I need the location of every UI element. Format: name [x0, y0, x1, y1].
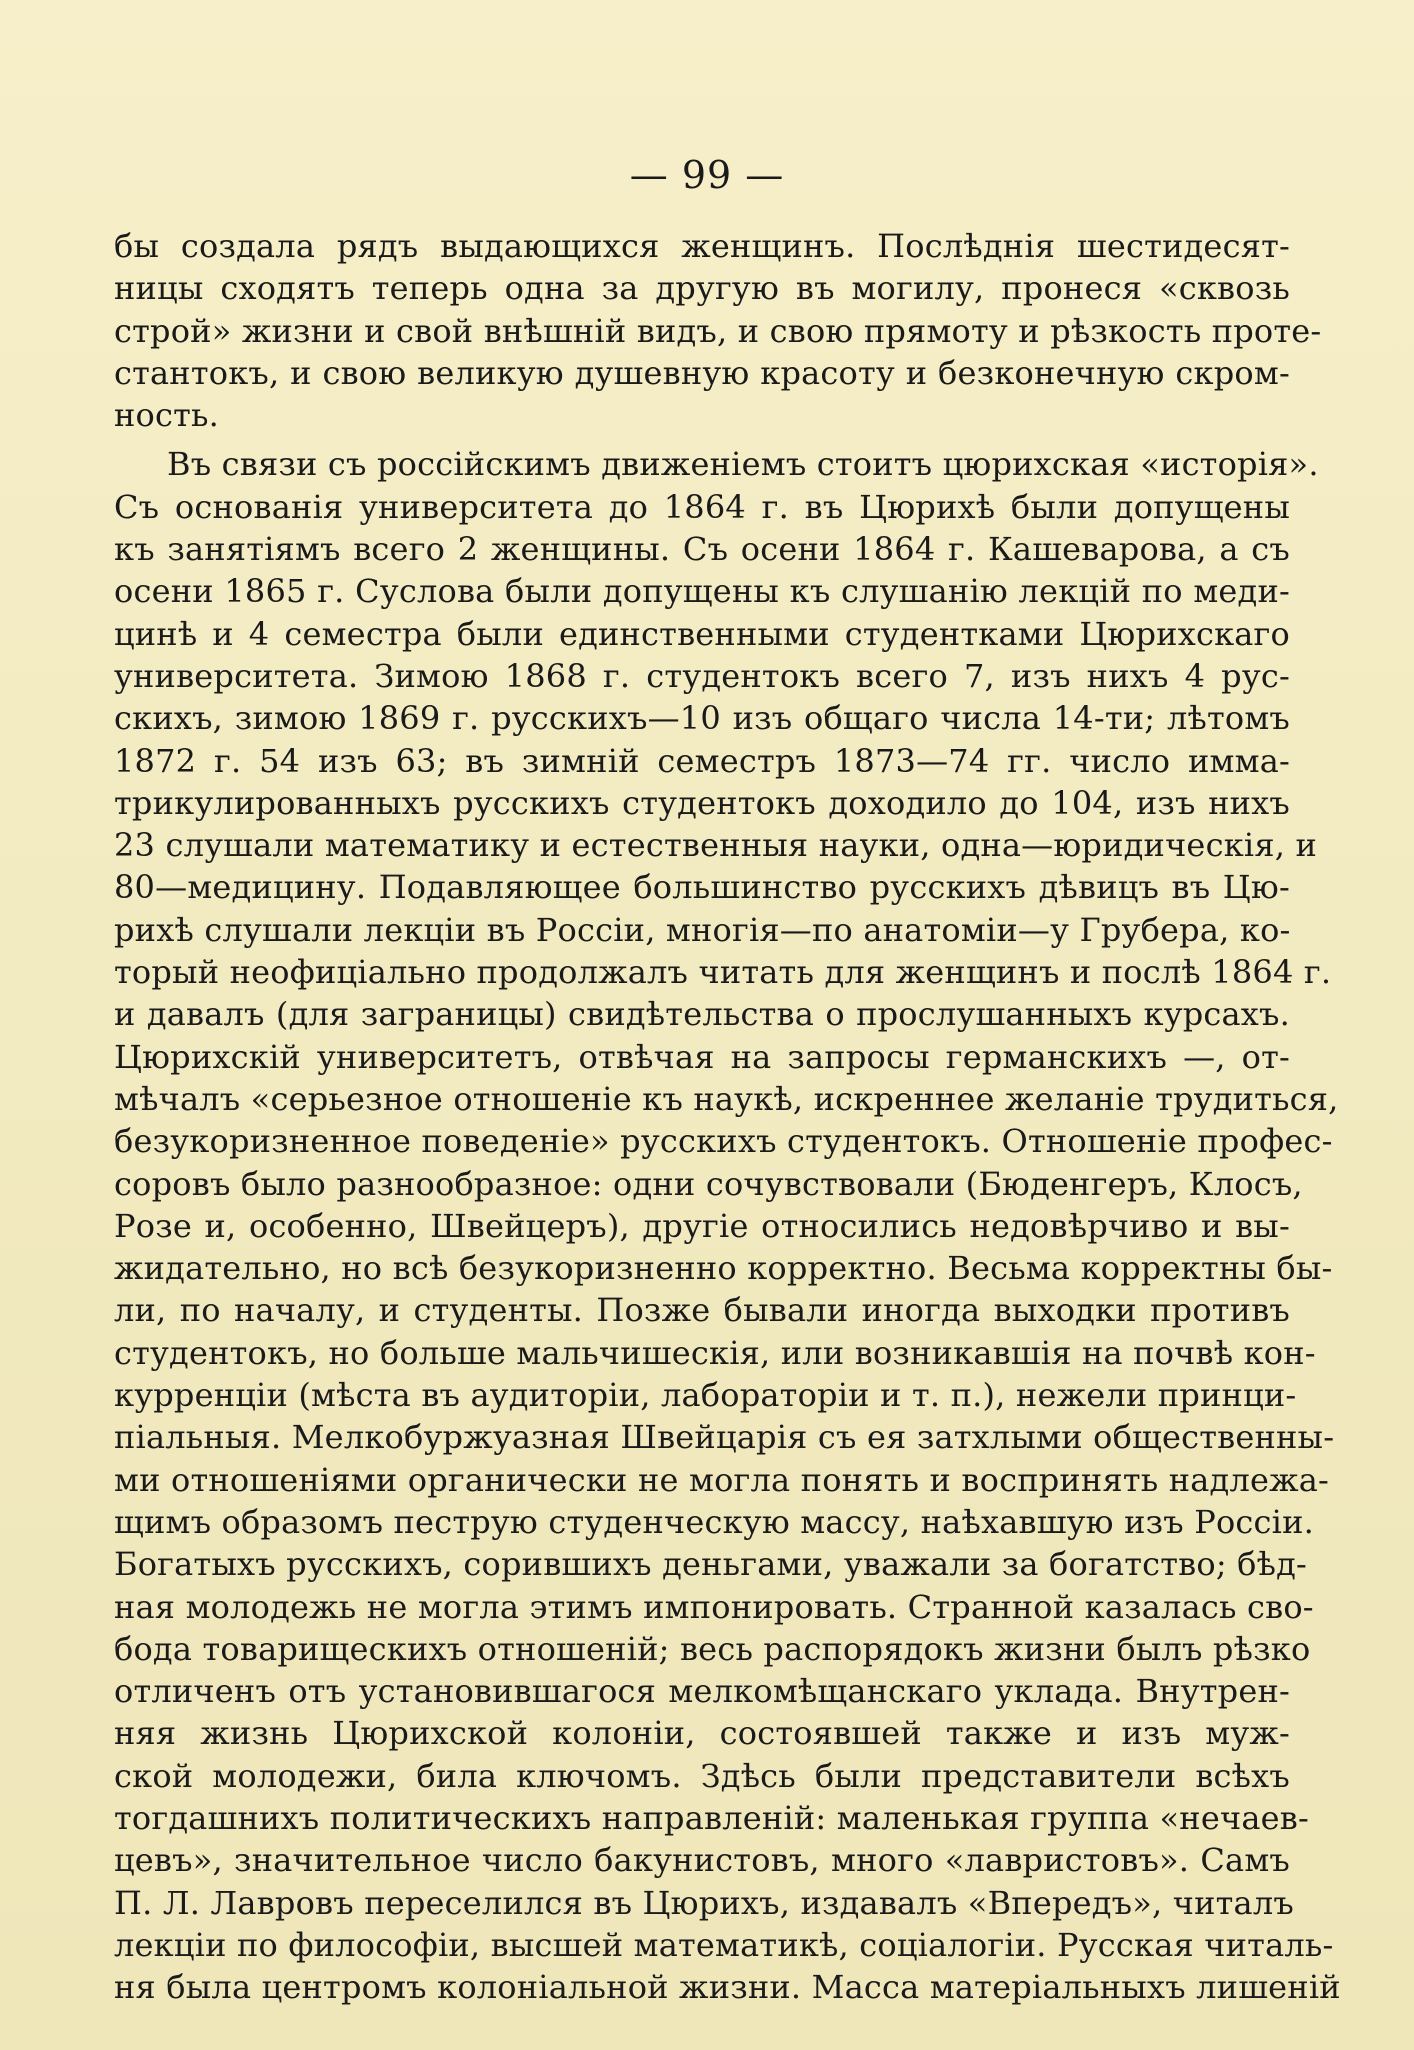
text-line: бода товарищескихъ отношеній; весь распорядокъ жизни былъ рѣзко: [114, 1629, 1311, 1668]
text-line: 1872 г. 54 изъ 63; въ зимній семестръ 1873—74 гг. число имма-: [114, 741, 1290, 780]
text-line: цевъ», значительное число бакунистовъ, много «лавристовъ». Самъ: [114, 1841, 1290, 1880]
text-line: Богатыхъ русскихъ, сорившихъ деньгами, уважали за богатство; бѣд-: [114, 1545, 1308, 1584]
text-line: университета. Зимою 1868 г. студентокъ всего 7, изъ нихъ 4 рус-: [114, 656, 1290, 695]
text-line: торый неофиціально продолжалъ читать для женщинъ и послѣ 1864 г.: [114, 953, 1332, 992]
text-line: и давалъ (для заграницы) свидѣтельства о прослушанныхъ курсахъ.: [114, 995, 1290, 1034]
text-line: къ занятіямъ всего 2 женщины. Съ осени 1864 г. Кашеварова, а съ: [114, 530, 1290, 569]
text-line: ность.: [114, 396, 220, 435]
text-line: 80—медицину. Подавляющее большинство русскихъ дѣвицъ въ Цю-: [114, 868, 1290, 907]
text-line: Въ связи съ россійскимъ движеніемъ стоитъ цюрихская «исторія».: [167, 445, 1319, 484]
text-line: соровъ было разнообразное: одни сочувствовали (Бюденгеръ, Клосъ,: [114, 1164, 1303, 1203]
text-line: бы создала рядъ выдающихся женщинъ. Послѣднія шестидесят-: [114, 227, 1290, 265]
text-line: безукоризненное поведеніе» русскихъ студентокъ. Отношеніе профес-: [114, 1122, 1333, 1161]
text-line: ная молодежь не могла этимъ импонировать. Странной казалась сво-: [114, 1587, 1314, 1626]
text-line: ской молодежи, била ключомъ. Здѣсь были представители всѣхъ: [114, 1756, 1290, 1795]
text-line: тогдашнихъ политическихъ направленій: маленькая группа «нечаев-: [114, 1798, 1309, 1837]
text-line: 23 слушали математику и естественныя науки, одна—юридическія, и: [114, 826, 1317, 865]
text-line: строй» жизни и свой внѣшній видъ, и свою прямоту и рѣзкость проте-: [114, 311, 1322, 350]
text-line: лекціи по философіи, высшей математикѣ, соціалогіи. Русская читаль-: [114, 1925, 1334, 1964]
text-line: піальныя. Мелкобуржуазная Швейцарія съ ея затхлыми общественны-: [114, 1418, 1335, 1457]
text-line: ницы сходятъ теперь одна за другую въ могилу, пронеся «сквозь: [114, 269, 1290, 308]
body-text: [114, 225, 1341, 2008]
paragraph-gap: [114, 436, 1290, 443]
text-line: отличенъ отъ установившагося мелкомѣщанскаго уклада. Внутрен-: [114, 1672, 1290, 1711]
text-line: няя жизнь Цюрихской колоніи, состоявшей также и изъ муж-: [114, 1714, 1290, 1753]
text-line: П. Л. Лавровъ переселился въ Цюрихъ, издавалъ «Впередъ», читалъ: [114, 1883, 1294, 1922]
text-line: осени 1865 г. Суслова были допущены къ слушанію лекцій по меди-: [114, 572, 1290, 611]
text-line: ня была центромъ колоніальной жизни. Масса матеріальныхъ лишеній: [114, 1968, 1341, 2007]
text-line: жидательно, но всѣ безукоризненно корректно. Весьма корректны бы-: [114, 1249, 1333, 1288]
text-line: щимъ образомъ пеструю студенческую массу, наѣхавшую изъ Россіи.: [114, 1502, 1314, 1541]
text-line: цинѣ и 4 семестра были единственными студентками Цюрихскаго: [114, 614, 1290, 653]
paragraph: [114, 225, 1322, 436]
text-line: трикулированныхъ русскихъ студентокъ доходило до 104, изъ нихъ: [114, 783, 1290, 822]
text-line: курренціи (мѣста въ аудиторіи, лабораторіи и т. п.), нежели принци-: [114, 1376, 1297, 1415]
text-line: стантокъ, и свою великую душевную красоту и безконечную скром-: [114, 353, 1290, 392]
text-line: мѣчалъ «серьезное отношеніе къ наукѣ, искреннее желаніе трудиться,: [114, 1079, 1339, 1118]
text-line: студентокъ, но больше мальчишескія, или возникавшія на почвѣ кон-: [114, 1333, 1316, 1372]
text-line: ми отношеніями органически не могла понять и воспринять надлежа-: [114, 1460, 1330, 1499]
paragraph: [114, 443, 1341, 2008]
text-line: Цюрихскій университетъ, отвѣчая на запросы германскихъ —, от-: [114, 1037, 1290, 1076]
page-number: — 99 —: [629, 153, 785, 197]
text-line: скихъ, зимою 1869 г. русскихъ—10 изъ общаго числа 14-ти; лѣтомъ: [114, 699, 1290, 738]
text-line: рихѣ слушали лекціи въ Россіи, многія—по анатоміи—у Грубера, ко-: [114, 910, 1291, 949]
text-line: ли, по началу, и студенты. Позже бывали иногда выходки противъ: [114, 1291, 1290, 1330]
text-line: Розе и, особенно, Швейцеръ), другіе относились недовѣрчиво и вы-: [114, 1206, 1290, 1245]
text-line: Съ основанія университета до 1864 г. въ Цюрихѣ были допущены: [114, 487, 1290, 526]
